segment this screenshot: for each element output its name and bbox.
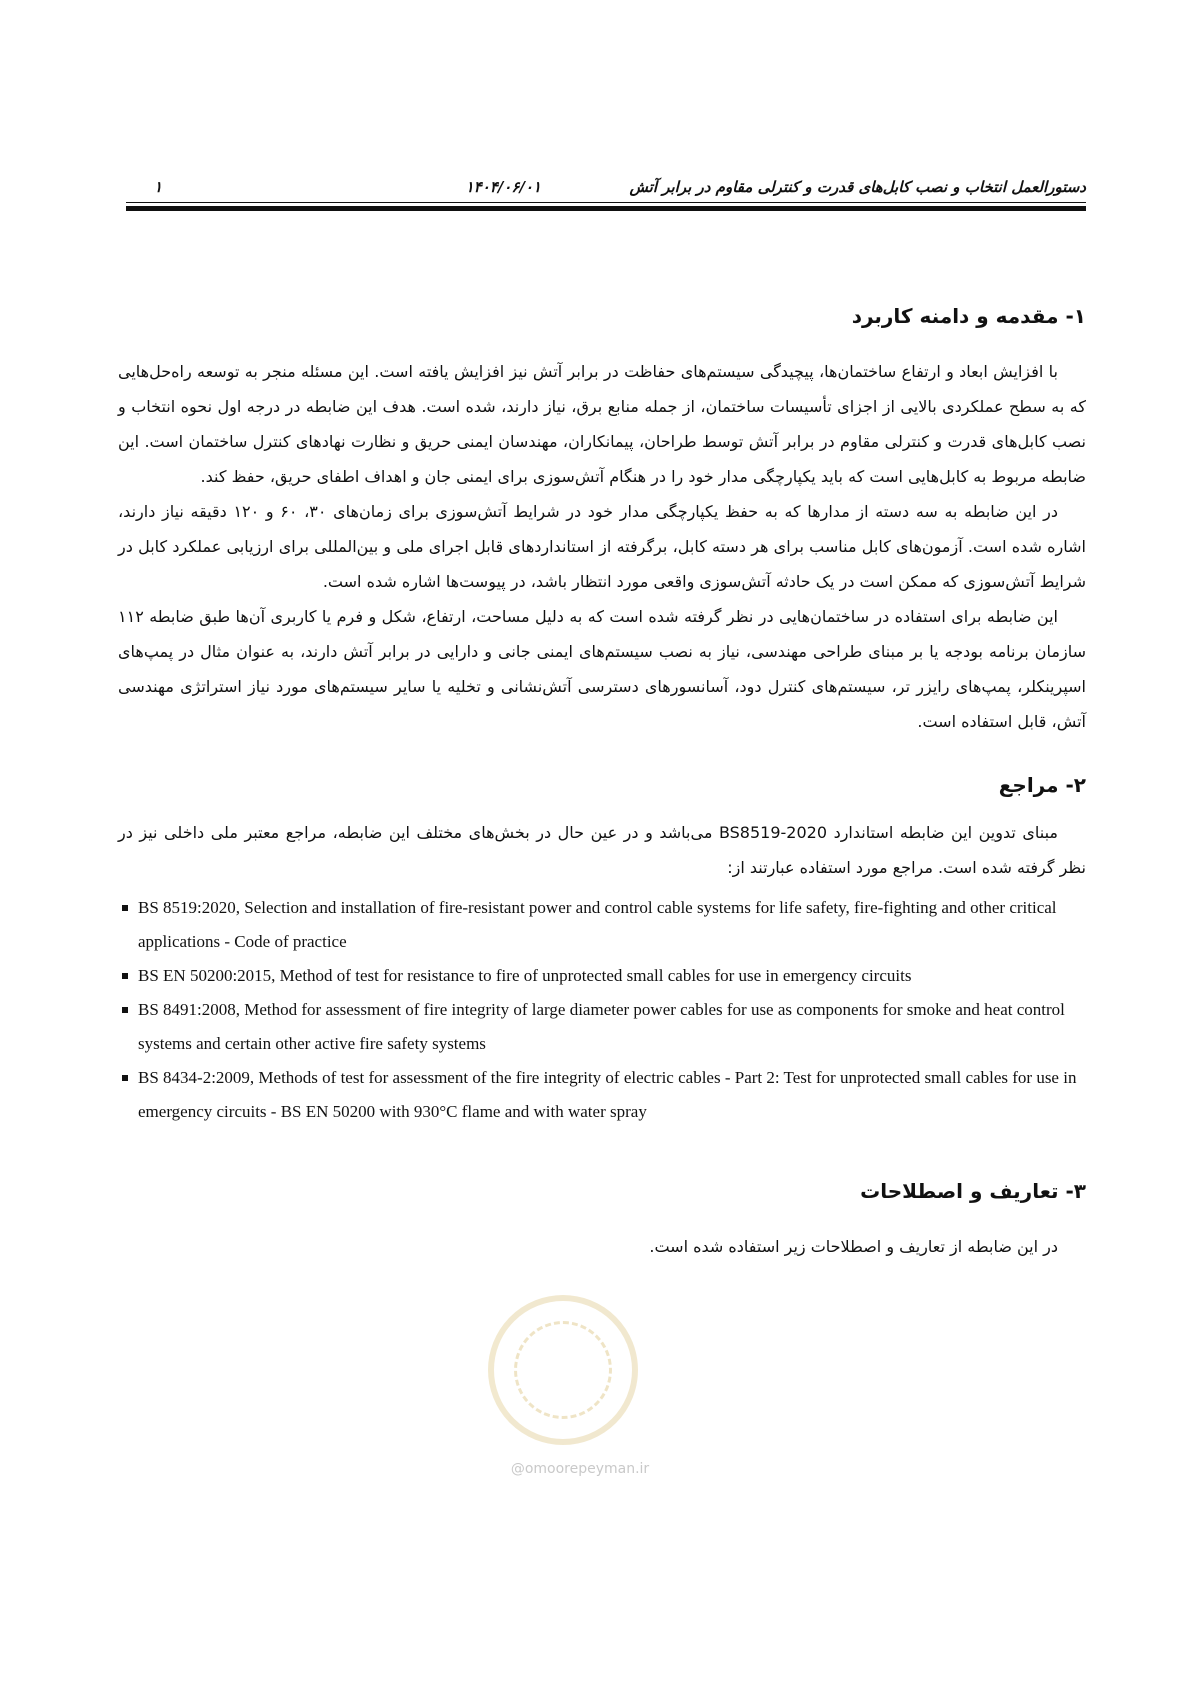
reference-item: BS 8434-2:2009, Methods of test for assessment of the fire integrity of electric cables - Part 2: Test for unprotected small cables for use in emergency circuits - BS EN 50200 with 930°C flame and with water spray [138,1061,1086,1129]
section-3-heading: ۳- تعاریف و اصطلاحات [860,1179,1086,1203]
section-1-paragraph-3: این ضابطه برای استفاده در ساختمان‌هایی در نظر گرفته شده است که به دلیل مساحت، ارتفاع، شکل و فرم یا کاربری آن‌ها طبق ضابطه ۱۱۲ سازمان برنامه بودجه یا بر مبنای طراحی مهندسی، نیاز به نصب سیستم‌های ایمنی جانی و دارایی در برابر آتش دارند، به عنوان مثال در پمپ‌های اسپرینکلر، پمپ‌های رایزر تر، سیستم‌های کنترل دود، آسانسورهای دسترسی آتش‌نشانی و تخلیه یا سایر سیستم‌های مورد نیاز استراتژی مهندسی آتش، قابل استفاده است. [118,607,1086,731]
page-header [126,178,1086,202]
section-1-paragraph-2: در این ضابطه به سه دسته از مدارها که به حفظ یکپارچگی مدار خود در شرایط آتش‌سوزی برای زمان‌های ۳۰، ۶۰ و ۱۲۰ دقیقه نیاز دارند، اشاره شده است. آزمون‌های کابل مناسب برای هر دسته کابل، برگرفته از استانداردهای قابل اجرای ملی و بین‌المللی برای ارزیابی عملکرد کابل در شرایط آتش‌سوزی که ممکن است در یک حادثه آتش‌سوزی واقعی مورد انتظار باشد، در پیوست‌ها اشاره شده است. [118,502,1086,591]
reference-item: BS EN 50200:2015, Method of test for resistance to fire of unprotected small cables for use in emergency circuits [138,959,1086,993]
watermark-text: @omoorepeyman.ir [510,1461,650,1477]
header-rule-thin [126,202,1086,203]
document-body [118,300,1086,1264]
document-date: ۱۴۰۴/۰۶/۰۱ [465,178,541,196]
header-rule-thick [126,206,1086,211]
section-2-paragraph-1: مبنای تدوین این ضابطه استاندارد BS8519-2020 می‌باشد و در عین حال در بخش‌های مختلف این ضابطه، مراجع معتبر ملی داخلی نیز در نظر گرفته شده است. مراجع مورد استفاده عبارتند از: [118,823,1086,877]
document-title: دستورالعمل انتخاب و نصب کابل‌های قدرت و کنترلی مقاوم در برابر آتش [629,178,1086,196]
section-2-heading: ۲- مراجع [998,773,1086,797]
reference-item: BS 8491:2008, Method for assessment of fire integrity of large diameter power cables for use as components for smoke and heat control systems and certain other active fire safety systems [138,993,1086,1061]
section-3-paragraph-1: در این ضابطه از تعاریف و اصطلاحات زیر استفاده شده است. [649,1237,1058,1256]
reference-list [118,891,1086,1129]
page-number: ۱ [154,178,163,196]
section-1-paragraph-1: با افزایش ابعاد و ارتفاع ساختمان‌ها، پیچیدگی سیستم‌های حفاظت در برابر آتش نیز افزایش یافته است. این مسئله منجر به توسعه راه‌حل‌هایی که به سطح عملکردی بالایی از اجزای تأسیسات ساختمان، از جمله منابع برق، نیاز دارند، شده است. هدف این ضابطه در درجه اول نحوه انتخاب و نصب کابل‌های قدرت و کنترلی مقاوم در برابر آتش توسط طراحان، پیمانکاران، مهندسان ایمنی حریق و نظارت نهادهای کنترل ساختمان است. این ضابطه مربوط به کابل‌هایی است که باید یکپارچگی مدار خود را در هنگام آتش‌سوزی برای ایمنی جان و اهداف اطفای حریق، حفظ کند. [118,362,1086,486]
watermark-seal [488,1295,638,1445]
reference-item: BS 8519:2020, Selection and installation of fire-resistant power and control cable systems for life safety, fire-fighting and other critical applications - Code of practice [138,891,1086,959]
section-1-heading: ۱- مقدمه و دامنه کاربرد [851,304,1086,328]
